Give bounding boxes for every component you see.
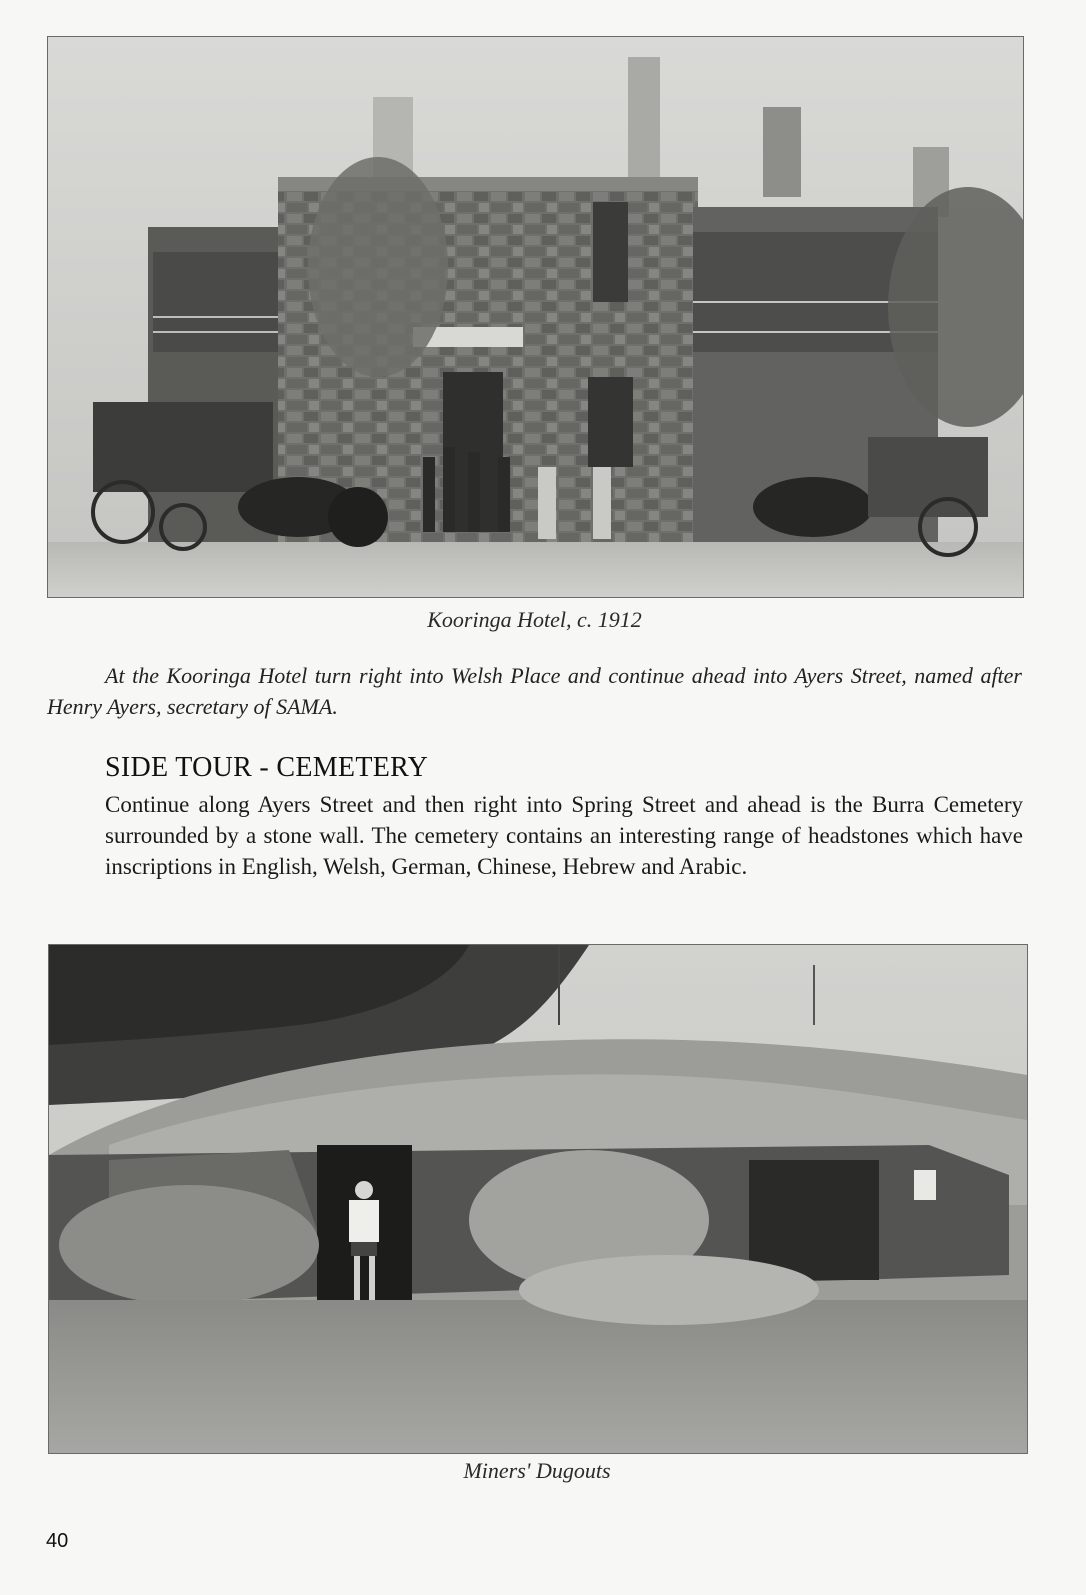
section-body: Continue along Ayers Street and then right into Spring Street and ahead is the Burra Cemetery surrounded by a stone wall. The cemetery contains an interesting range of headstones which have inscriptions in English, Welsh, German, Chinese, Hebrew and Arabic. (105, 792, 1023, 879)
miners-dugouts-photo (48, 944, 1028, 1454)
miners-dugouts-illustration (49, 945, 1027, 1453)
photo-caption: Kooringa Hotel, c. 1912 (427, 607, 642, 632)
section-heading: SIDE TOUR - CEMETERY (105, 752, 429, 783)
kooringa-hotel-illustration (48, 37, 1023, 597)
page-number: 40 (46, 1530, 69, 1552)
kooringa-hotel-photo (47, 36, 1024, 598)
intro-paragraph: At the Kooringa Hotel turn right into Welsh Place and continue ahead into Ayers Street, named after Henry Ayers, secretary of SAMA. (47, 663, 1022, 719)
photo-caption: Miners' Dugouts (463, 1458, 611, 1483)
